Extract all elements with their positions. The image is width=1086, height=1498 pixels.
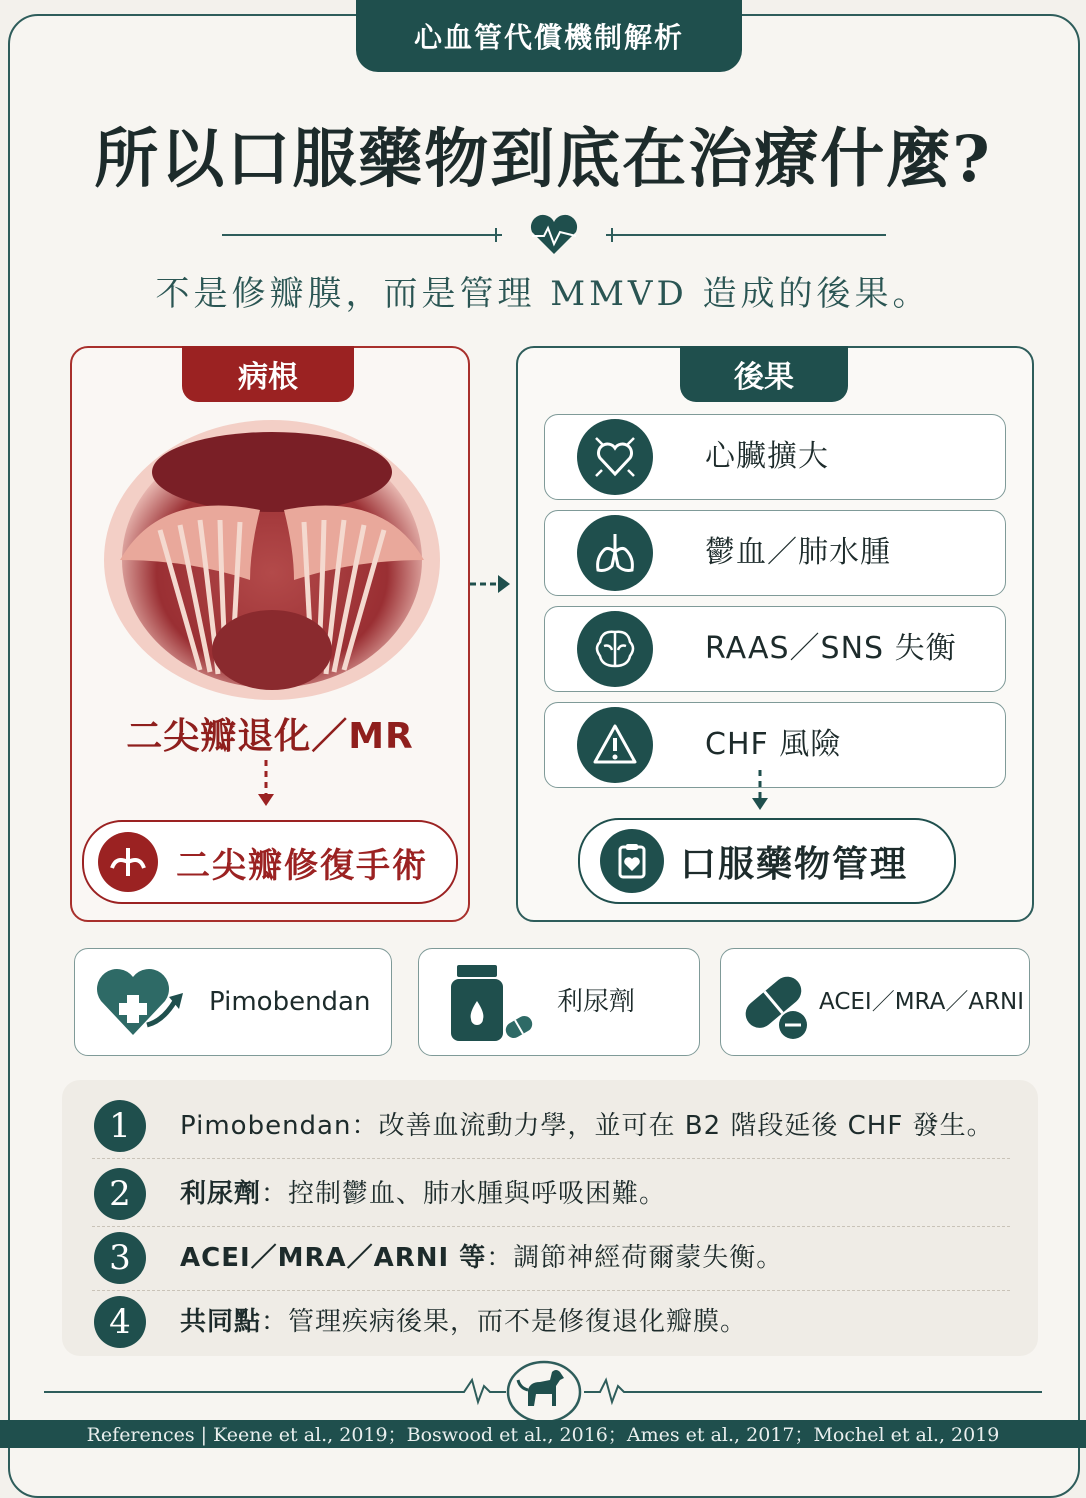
heart-plus-icon — [93, 961, 189, 1041]
heart-enlarged-icon — [577, 419, 653, 495]
note-desc: ：控制鬱血、肺水腫與呼吸困難。 — [261, 1179, 667, 1209]
effect-label: 鬱血／肺水腫 — [705, 535, 891, 570]
oral-drug-label: 口服藥物管理 — [680, 843, 909, 885]
note-text — [180, 1162, 666, 1226]
brain-icon — [577, 611, 653, 687]
note-term: ACEI／MRA／ARNI 等 — [180, 1243, 487, 1273]
lungs-icon — [577, 515, 653, 591]
effect-item-lungs — [544, 510, 1006, 596]
effect-label: 心臟擴大 — [705, 439, 829, 474]
footer-heartbeat-line — [44, 1350, 1042, 1430]
cause-label: 二尖瓣退化／MR — [126, 716, 414, 757]
warning-icon — [577, 707, 653, 783]
note-text — [180, 1226, 783, 1290]
note-text — [180, 1290, 747, 1354]
drug-card-pimobendan — [74, 948, 392, 1056]
note-item — [92, 1094, 1010, 1159]
valve-icon — [98, 832, 158, 892]
surgery-label: 二尖瓣修復手術 — [176, 845, 428, 886]
notes-box — [62, 1080, 1038, 1356]
effect-label: CHF 風險 — [705, 727, 842, 762]
note-desc: ：管理疾病後果，而不是修復退化瓣膜。 — [261, 1307, 748, 1337]
capsule-icon — [735, 961, 819, 1045]
page-subtitle: 不是修瓣膜，而是管理 MMVD 造成的後果。 — [155, 274, 931, 314]
note-term: Pimobendan — [180, 1111, 352, 1141]
down-arrow-icon — [256, 760, 276, 808]
drug-label: Pimobendan — [209, 987, 371, 1017]
note-term: 共同點 — [180, 1307, 262, 1337]
note-term: 利尿劑 — [180, 1179, 262, 1209]
effect-item-heart — [544, 414, 1006, 500]
down-arrow-icon — [750, 770, 770, 812]
oral-drug-management — [578, 818, 956, 904]
cause-tag: 病根 — [182, 346, 354, 402]
note-item — [92, 1162, 1010, 1227]
note-desc: ：改善血流動力學，並可在 B2 階段延後 CHF 發生。 — [351, 1111, 994, 1141]
effect-tag: 後果 — [680, 346, 848, 402]
drug-label: ACEI／MRA／ARNI — [819, 989, 1025, 1015]
references-bar: References | Keene et al., 2019；Boswood et al., 2016；Ames et al., 2017；Mochel et al., 2019 — [0, 1420, 1086, 1448]
drug-label: 利尿劑 — [557, 987, 636, 1017]
note-text — [180, 1094, 994, 1158]
heartbeat-divider — [222, 212, 886, 258]
effect-item-neuro — [544, 606, 1006, 692]
effect-label: RAAS／SNS 失衡 — [705, 631, 957, 666]
note-number: 3 — [94, 1232, 146, 1284]
note-item — [92, 1290, 1010, 1354]
surgery-treatment — [82, 820, 458, 904]
page-title: 所以口服藥物到底在治療什麼? — [94, 122, 992, 197]
drug-card-diuretic — [418, 948, 700, 1056]
note-number: 1 — [94, 1100, 146, 1152]
mitral-valve-illustration — [100, 410, 444, 700]
medicine-bottle-icon — [445, 961, 537, 1045]
note-number: 4 — [94, 1296, 146, 1348]
note-number: 2 — [94, 1168, 146, 1220]
drug-card-acei — [720, 948, 1030, 1056]
clipboard-heart-icon — [600, 829, 664, 893]
note-desc: ：調節神經荷爾蒙失衡。 — [486, 1243, 784, 1273]
note-item — [92, 1226, 1010, 1291]
right-arrow-icon — [470, 572, 512, 596]
header-tag: 心血管代償機制解析 — [356, 0, 742, 72]
effect-item-chf — [544, 702, 1006, 788]
